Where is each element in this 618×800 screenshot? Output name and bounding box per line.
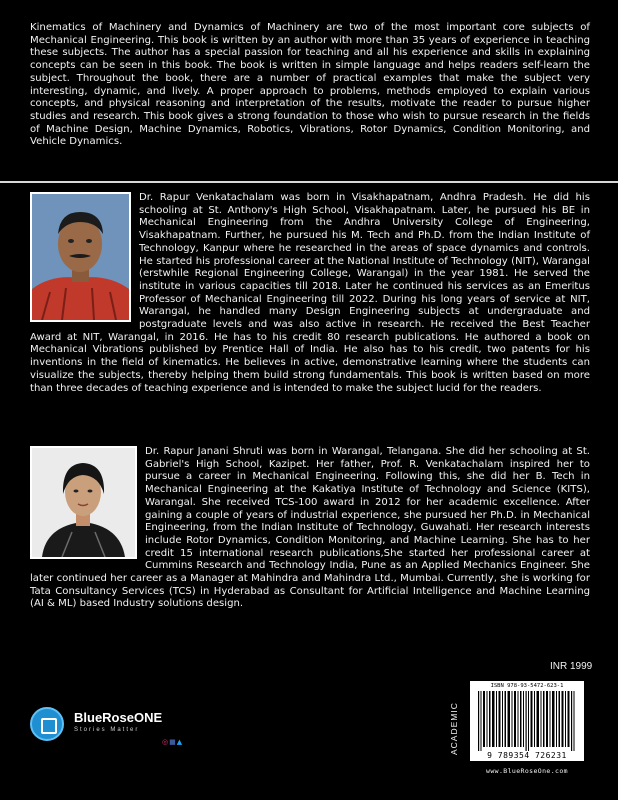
twitter-icon[interactable]: ▲ — [176, 738, 183, 746]
author2-photo — [30, 446, 137, 559]
section-divider — [0, 181, 618, 183]
publisher-website[interactable]: www.BlueRoseOne.com — [486, 767, 568, 775]
publisher-logo-icon — [30, 707, 64, 741]
author1-bio-section — [30, 192, 590, 395]
author2-bio-text: Dr. Rapur Janani Shruti was born in Warangal, Telangana. She did her schooling at St. Gabriel's High School, Kazipet. Her father, Prof. R. Venkatachalam inspired her to pursue a career in Mechanical Engineering. Following this, she did her B. Tech in Mechanical Engineering at the Kakatiya Institute of Technology and Science (KITS), Warangal. She received TCS-100 award in 2012 for her academic excellence. After gaining a couple of years of industrial experience, she pursued her Ph.D. in Mechanical Engineering, from the Indian Institute of Technology, Guwahati. Her research interests include Rotor Dynamics, Condition Monitoring, and Machine Learning. She has to her credit 15 international research publications,She started her professional career at Cummins Research and Technology India, Pune as an Applied Mechanics Engineer. She later continued her career as a Manager at Mahindra and Mahindra Ltd., Mumbai. Currently, she is working for Tata Consultancy Services (TCS) in Hyderabad as Consultant for Artificial Intelligence and Machine Learning (AI & ML) based Industry solutions design. — [30, 446, 590, 610]
author1-bio-text: Dr. Rapur Venkatachalam was born in Visakhapatnam, Andhra Pradesh. He did his schooling at St. Anthony's High School, Visakhapatnam. Later, he pursued his BE in Mechanical Engineering from the Andhra University College of Engineering, Visakhapatnam. Further, he pursued his M. Tech and Ph.D. from the Indian Institute of Technology, Kanpur where he researched in the areas of space dynamics and controls. He started his professional career at the National Institute of Technology (NIT), Warangal (erstwhile Regional Engineering College, Warangal) in the year 1981. He served the institute in various capacities till 2018. Later he continued his services as an Emeritus Professor of Mechanical Engineering till 2022. During his long years of service at NIT, Warangal, he handled many Design Engineering subjects at undergraduate and postgraduate levels and was also active in research. He received the Best Teacher Award at NIT, Warangal, in 2016. He has to his credit 80 research publications. He authored a book on Mechanical Vibrations published by Prentice Hall of India. He also has to his credit, two patents for his inventions in the field of kinematics. He believes in active, demonstrative learning where the students can visualize the subjects, thereby helping them build strong fundamentals. This book is written based on more than three decades of teaching experience and is intended to make the subject lucid for the readers. — [30, 192, 590, 394]
author1-photo — [30, 192, 131, 322]
social-icons — [162, 738, 183, 746]
barcode — [470, 681, 584, 761]
isbn-text: ISBN 978-93-5472-623-1 — [490, 683, 564, 689]
price-label: INR 1999 — [550, 661, 593, 672]
instagram-icon[interactable]: ◎ — [162, 738, 169, 746]
publisher-logo — [30, 705, 200, 755]
publisher-tagline: Stories Matter — [74, 727, 140, 733]
author2-bio-section — [30, 446, 590, 611]
barcode-number: 9 789354 726231 — [487, 751, 567, 760]
publisher-name: BlueRoseONE — [74, 710, 163, 725]
back-cover-blurb: Kinematics of Machinery and Dynamics of Machinery are two of the most important core subjects of Mechanical Engineering. This book is written by an author with more than 35 years of experience in teaching these subjects. The author has a special passion for teaching and all his experience and skills in explaining concepts can be seen in this book. The book is written in simple language and helps readers self-learn the subject. Throughout the book, there are a number of practical examples that make the subject very interesting, dynamic, and lively. A proper approach to problems, methods employed to explain various concepts, and physical reasoning and interpretation of the results, motivate the reader to pursue higher studies and research. This book gives a strong foundation to those who wish to pursue research in the fields of Machine Design, Machine Dynamics, Robotics, Vibrations, Rotor Dynamics, Condition Monitoring, and Vehicle Dynamics. — [30, 22, 590, 148]
barcode-bars — [476, 691, 578, 751]
category-label: ACADEMIC — [449, 702, 459, 756]
facebook-icon[interactable]: ■ — [169, 738, 176, 746]
